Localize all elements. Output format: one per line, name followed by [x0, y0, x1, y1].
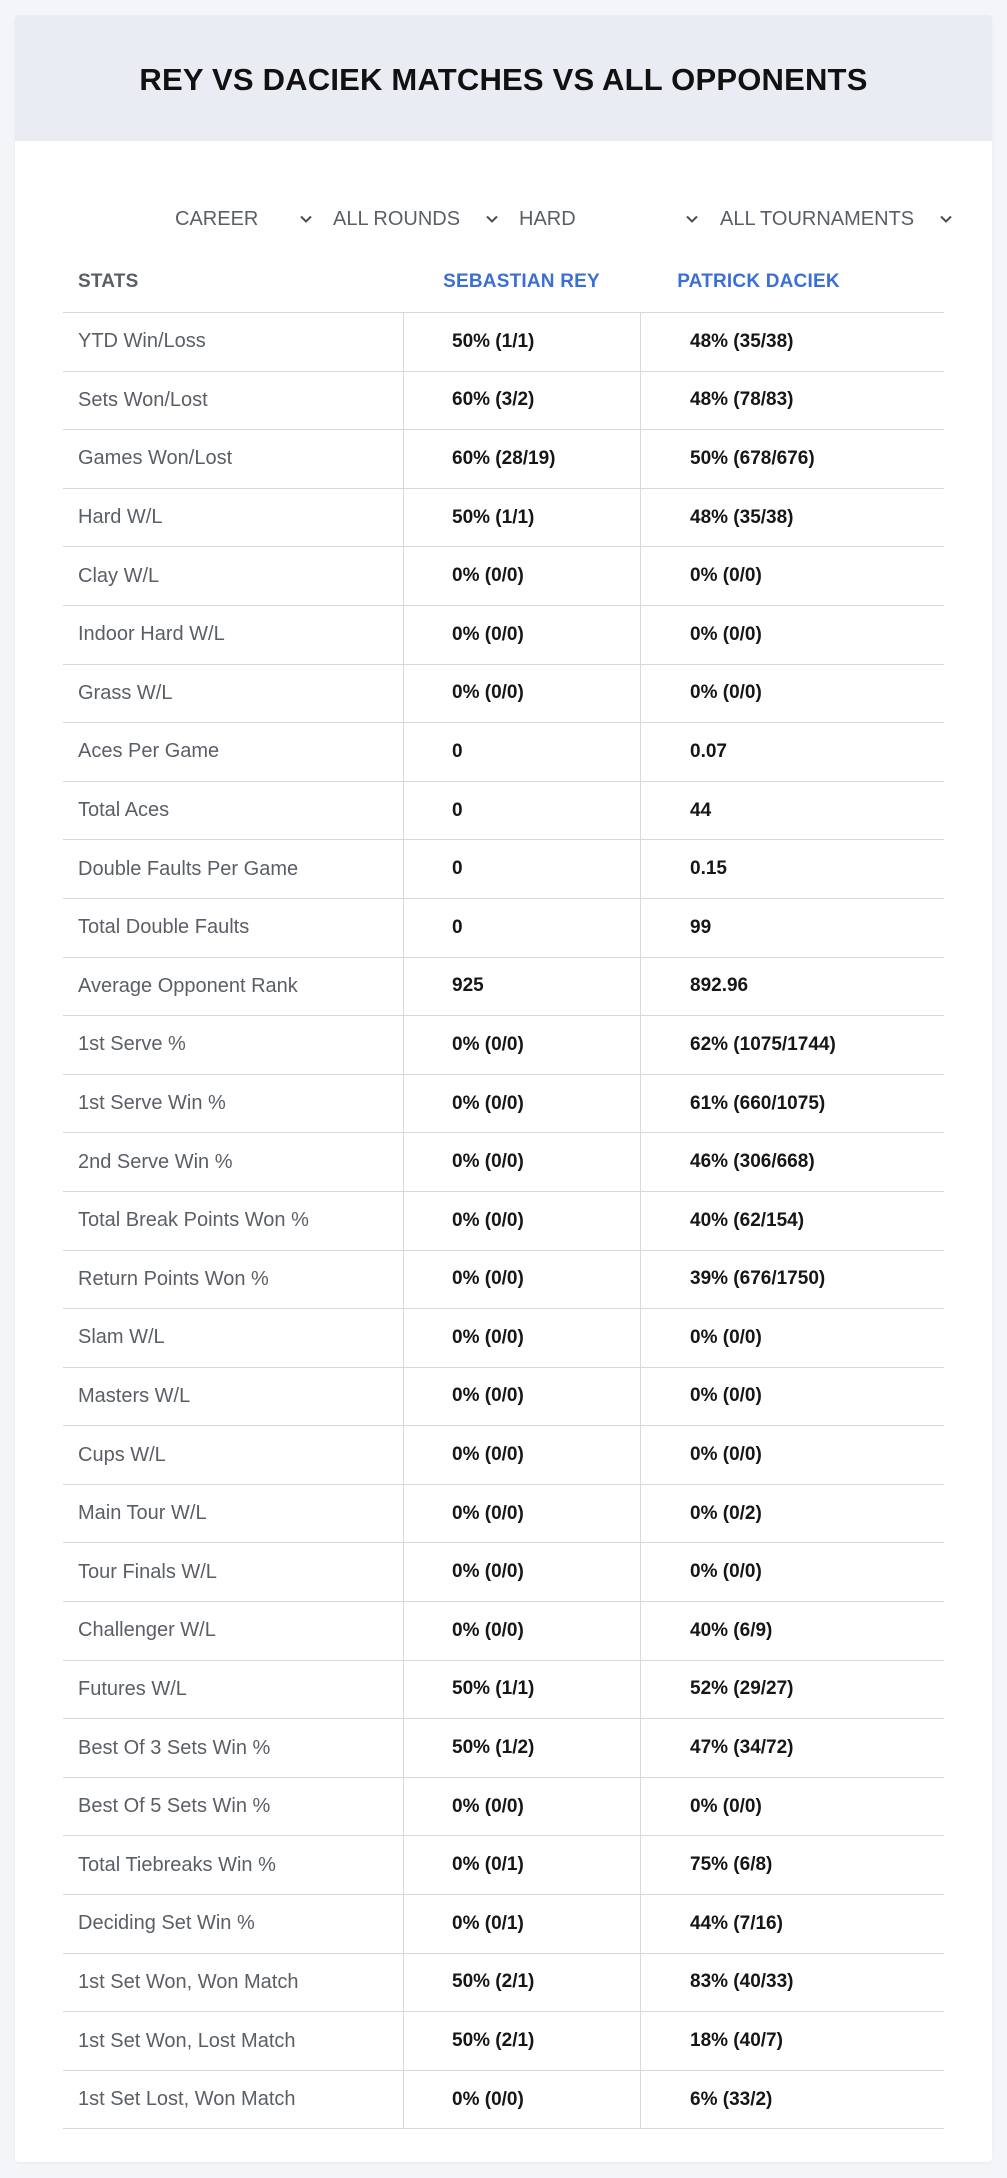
chevron-down-icon — [683, 210, 701, 228]
player1-stat-value: 0 — [403, 782, 640, 840]
player1-stat-value: 0% (0/0) — [403, 1192, 640, 1250]
player1-stat-value: 60% (28/19) — [403, 430, 640, 488]
player2-stat-value: 47% (34/72) — [640, 1719, 877, 1777]
stat-label: 1st Set Lost, Won Match — [78, 2088, 296, 2111]
stat-label: Indoor Hard W/L — [78, 623, 225, 646]
player2-stat-value: 18% (40/7) — [640, 2012, 877, 2070]
player2-stat-value: 0.15 — [640, 840, 877, 898]
surface-select-value: HARD — [519, 207, 576, 230]
table-row — [63, 1719, 944, 1778]
tournament-select[interactable] — [720, 187, 955, 251]
table-row — [63, 1954, 944, 2013]
stat-label: 1st Set Won, Lost Match — [78, 2029, 296, 2052]
player2-stat-value: 44% (7/16) — [640, 1895, 877, 1953]
table-row — [63, 1309, 944, 1368]
player1-link[interactable]: SEBASTIAN REY — [443, 270, 600, 292]
player1-stat-value: 0% (0/0) — [403, 665, 640, 723]
table-row — [63, 430, 944, 489]
tournament-select-value: ALL TOURNAMENTS — [720, 207, 915, 230]
table-row — [63, 723, 944, 782]
player1-stat-value: 50% (1/2) — [403, 1719, 640, 1777]
period-select-value: CAREER — [175, 207, 259, 230]
player1-stat-value: 0% (0/0) — [403, 1368, 640, 1426]
player2-stat-value: 44 — [640, 782, 877, 840]
player1-stat-value: 0 — [403, 723, 640, 781]
table-row — [63, 489, 944, 548]
player2-stat-value: 0% (0/0) — [640, 1778, 877, 1836]
player2-stat-value: 50% (678/676) — [640, 430, 877, 488]
stat-label: Total Aces — [78, 799, 170, 822]
table-row — [63, 1251, 944, 1310]
chevron-down-icon — [483, 210, 501, 228]
stats-table — [63, 251, 944, 2129]
player2-stat-value: 52% (29/27) — [640, 1661, 877, 1719]
player1-stat-value: 0% (0/0) — [403, 1309, 640, 1367]
stat-label: Clay W/L — [78, 564, 160, 587]
player1-stat-value: 0% (0/0) — [403, 1426, 640, 1484]
table-row — [63, 1485, 944, 1544]
round-select[interactable] — [333, 187, 501, 251]
player1-stat-value: 0% (0/0) — [403, 1133, 640, 1191]
stat-label: Tour Finals W/L — [78, 1560, 217, 1583]
player2-stat-value: 48% (78/83) — [640, 372, 877, 430]
player1-stat-value: 0% (0/1) — [403, 1895, 640, 1953]
player1-stat-value: 0% (0/0) — [403, 547, 640, 605]
table-row — [63, 1602, 944, 1661]
stat-label: Grass W/L — [78, 681, 173, 704]
period-select[interactable] — [175, 187, 315, 251]
stat-label: Total Break Points Won % — [78, 1209, 309, 1232]
player1-stat-value: 50% (2/1) — [403, 2012, 640, 2070]
stat-label: Hard W/L — [78, 506, 163, 529]
player2-stat-value: 0% (0/2) — [640, 1485, 877, 1543]
stat-label: Average Opponent Rank — [78, 974, 298, 997]
player2-stat-value: 0% (0/0) — [640, 1426, 877, 1484]
stat-label: Deciding Set Win % — [78, 1912, 255, 1935]
table-row — [63, 665, 944, 724]
table-row — [63, 958, 944, 1017]
player2-stat-value: 0% (0/0) — [640, 606, 877, 664]
stat-label: Return Points Won % — [78, 1267, 269, 1290]
table-row — [63, 782, 944, 841]
player2-stat-value: 0% (0/0) — [640, 1368, 877, 1426]
player2-stat-value: 0% (0/0) — [640, 1309, 877, 1367]
chevron-down-icon — [297, 210, 315, 228]
player1-stat-value: 0% (0/0) — [403, 1075, 640, 1133]
table-row — [63, 1895, 944, 1954]
player2-stat-value: 40% (6/9) — [640, 1602, 877, 1660]
player1-stat-value: 0% (0/1) — [403, 1836, 640, 1894]
player2-stat-value: 61% (660/1075) — [640, 1075, 877, 1133]
table-row — [63, 1075, 944, 1134]
player2-stat-value: 39% (676/1750) — [640, 1251, 877, 1309]
player1-stat-value: 0% (0/0) — [403, 606, 640, 664]
table-row — [63, 840, 944, 899]
card-header — [15, 15, 992, 141]
stats-card — [15, 15, 992, 2162]
stat-label: Masters W/L — [78, 1384, 191, 1407]
stat-label: Cups W/L — [78, 1443, 166, 1466]
stat-label: 1st Serve % — [78, 1033, 186, 1056]
player1-stat-value: 0% (0/0) — [403, 1016, 640, 1074]
stat-label: Total Double Faults — [78, 916, 250, 939]
player1-stat-value: 0% (0/0) — [403, 2071, 640, 2129]
table-row — [63, 1133, 944, 1192]
stats-column-header: STATS — [78, 270, 139, 292]
player1-stat-value: 0 — [403, 899, 640, 957]
player1-stat-value: 50% (1/1) — [403, 313, 640, 371]
player1-stat-value: 0% (0/0) — [403, 1602, 640, 1660]
table-row — [63, 1426, 944, 1485]
stat-label: YTD Win/Loss — [78, 330, 206, 353]
stat-label: Challenger W/L — [78, 1619, 216, 1642]
filter-bar — [15, 187, 992, 251]
stat-label: 1st Serve Win % — [78, 1092, 226, 1115]
player2-stat-value: 0% (0/0) — [640, 547, 877, 605]
player2-stat-value: 892.96 — [640, 958, 877, 1016]
table-row — [63, 1368, 944, 1427]
player2-stat-value: 46% (306/668) — [640, 1133, 877, 1191]
stat-label: 2nd Serve Win % — [78, 1150, 233, 1173]
player2-stat-value: 75% (6/8) — [640, 1836, 877, 1894]
player2-stat-value: 0% (0/0) — [640, 665, 877, 723]
player1-stat-value: 50% (2/1) — [403, 1954, 640, 2012]
table-header — [63, 251, 944, 313]
player1-stat-value: 0 — [403, 840, 640, 898]
player2-stat-value: 62% (1075/1744) — [640, 1016, 877, 1074]
chevron-down-icon — [937, 210, 955, 228]
player2-stat-value: 99 — [640, 899, 877, 957]
table-row — [63, 2071, 944, 2130]
table-row — [63, 899, 944, 958]
stat-label: Total Tiebreaks Win % — [78, 1853, 276, 1876]
stat-label: Main Tour W/L — [78, 1502, 207, 1525]
player1-stat-value: 50% (1/1) — [403, 1661, 640, 1719]
stat-label: Futures W/L — [78, 1677, 187, 1700]
round-select-value: ALL ROUNDS — [333, 207, 461, 230]
player1-stat-value: 0% (0/0) — [403, 1543, 640, 1601]
table-row — [63, 1192, 944, 1251]
stat-label: Sets Won/Lost — [78, 388, 208, 411]
page-title: REY VS DACIEK MATCHES VS ALL OPPONENTS — [139, 62, 868, 97]
table-row — [63, 372, 944, 431]
player1-stat-value: 0% (0/0) — [403, 1251, 640, 1309]
table-row — [63, 313, 944, 372]
table-row — [63, 1661, 944, 1720]
stat-label: Best Of 5 Sets Win % — [78, 1795, 271, 1818]
surface-select[interactable] — [519, 187, 701, 251]
player2-stat-value: 48% (35/38) — [640, 313, 877, 371]
player1-stat-value: 60% (3/2) — [403, 372, 640, 430]
player1-stat-value: 0% (0/0) — [403, 1778, 640, 1836]
table-body — [63, 313, 944, 2129]
player1-stat-value: 925 — [403, 958, 640, 1016]
player1-stat-value: 50% (1/1) — [403, 489, 640, 547]
stat-label: Games Won/Lost — [78, 447, 233, 470]
table-row — [63, 2012, 944, 2071]
stat-label: Double Faults Per Game — [78, 857, 299, 880]
stat-label: Best Of 3 Sets Win % — [78, 1736, 271, 1759]
player1-stat-value: 0% (0/0) — [403, 1485, 640, 1543]
table-row — [63, 1778, 944, 1837]
table-row — [63, 1836, 944, 1895]
stat-label: Aces Per Game — [78, 740, 220, 763]
player2-stat-value: 0% (0/0) — [640, 1543, 877, 1601]
player2-link[interactable]: PATRICK DACIEK — [677, 270, 840, 292]
stat-label: Slam W/L — [78, 1326, 165, 1349]
table-row — [63, 1543, 944, 1602]
player2-stat-value: 0.07 — [640, 723, 877, 781]
stat-label: 1st Set Won, Won Match — [78, 1970, 299, 1993]
player2-stat-value: 83% (40/33) — [640, 1954, 877, 2012]
player2-stat-value: 6% (33/2) — [640, 2071, 877, 2129]
table-row — [63, 1016, 944, 1075]
table-row — [63, 606, 944, 665]
player2-stat-value: 48% (35/38) — [640, 489, 877, 547]
player2-stat-value: 40% (62/154) — [640, 1192, 877, 1250]
table-row — [63, 547, 944, 606]
